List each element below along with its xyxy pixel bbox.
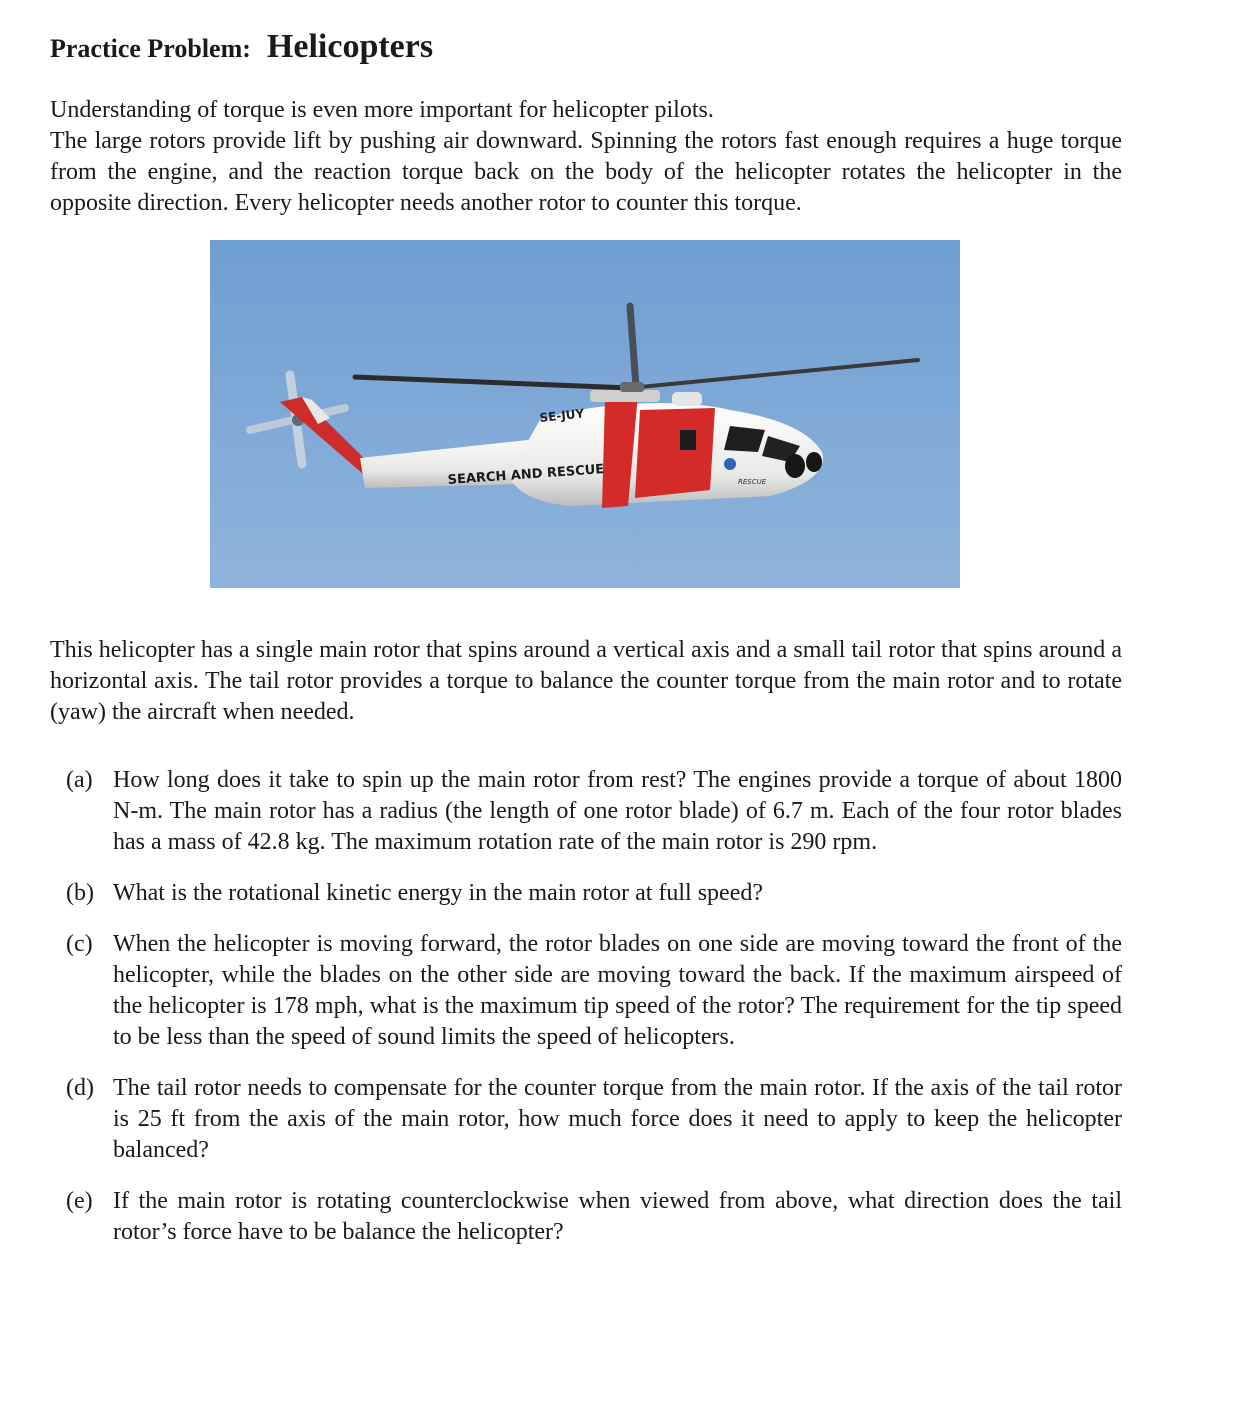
- title-label: Practice Problem:: [50, 34, 251, 63]
- question-text: How long does it take to spin up the main rotor from rest? The engines provide a torque of about 1800 N-m. The main rotor has a radius (the length of one rotor blade) of 6.7 m. Each of the four rotor blades has a mass of 42.8 kg. The maximum rotation rate of the main rotor is 290 rpm.: [113, 767, 1122, 855]
- question-marker: (c): [66, 931, 93, 957]
- description-paragraph: This helicopter has a single main rotor that spins around a vertical axis and a small tail rotor that spins around a horizontal axis. The tail rotor provides a torque to balance the counter torque from the main rotor and to rotate (yaw) the aircraft when needed.: [50, 637, 1122, 725]
- side-text: SEARCH AND RESCUE: [447, 462, 605, 488]
- question-text: When the helicopter is moving forward, the rotor blades on one side are moving toward the front of the helicopter, while the blades on the other side are moving toward the back. If the maximum airspeed of the helicopter is 178 mph, what is the maximum tip speed of the rotor? The requirement for the tip speed to be less than the speed of sound limits the speed of helicopters.: [113, 931, 1122, 1050]
- title-main: Helicopters: [266, 28, 434, 65]
- helicopter-photo: [210, 240, 960, 588]
- nose-text: RESCUE: [738, 478, 767, 486]
- registration-text: SE-JUY: [538, 406, 585, 425]
- question-marker: (a): [66, 767, 93, 793]
- cockpit-window: [724, 426, 765, 452]
- question-text: What is the rotational kinetic energy in the main rotor at full speed?: [113, 880, 764, 906]
- question-text: The tail rotor needs to compensate for the counter torque from the main rotor. If the axis of the tail rotor is 25 ft from the axis of the main rotor, how much force does it need to apply to keep the helicopter balanced?: [113, 1075, 1122, 1163]
- question-item: [66, 1073, 1122, 1166]
- question-marker: (b): [66, 880, 94, 906]
- question-text: If the main rotor is rotating counterclockwise when viewed from above, what direction does the tail rotor’s force have to be balance the helicopter?: [113, 1188, 1122, 1245]
- question-item: [66, 878, 1122, 909]
- intro-first-line: Understanding of torque is even more important for helicopter pilots.: [50, 97, 714, 123]
- question-item: [66, 929, 1122, 1053]
- question-marker: (d): [66, 1075, 94, 1101]
- question-list: [66, 765, 1122, 1248]
- question-marker: (e): [66, 1188, 93, 1214]
- page-title: [50, 28, 433, 66]
- question-item: [66, 1186, 1122, 1248]
- intro-body: The large rotors provide lift by pushing air downward. Spinning the rotors fast enough requires a huge torque from the engine, and the reaction torque back on the body of the helicopter rotates the helicopter in the opposite direction. Every helicopter needs another rotor to counter this torque.: [50, 128, 1122, 216]
- question-item: [66, 765, 1122, 858]
- intro-paragraph: [50, 95, 1122, 219]
